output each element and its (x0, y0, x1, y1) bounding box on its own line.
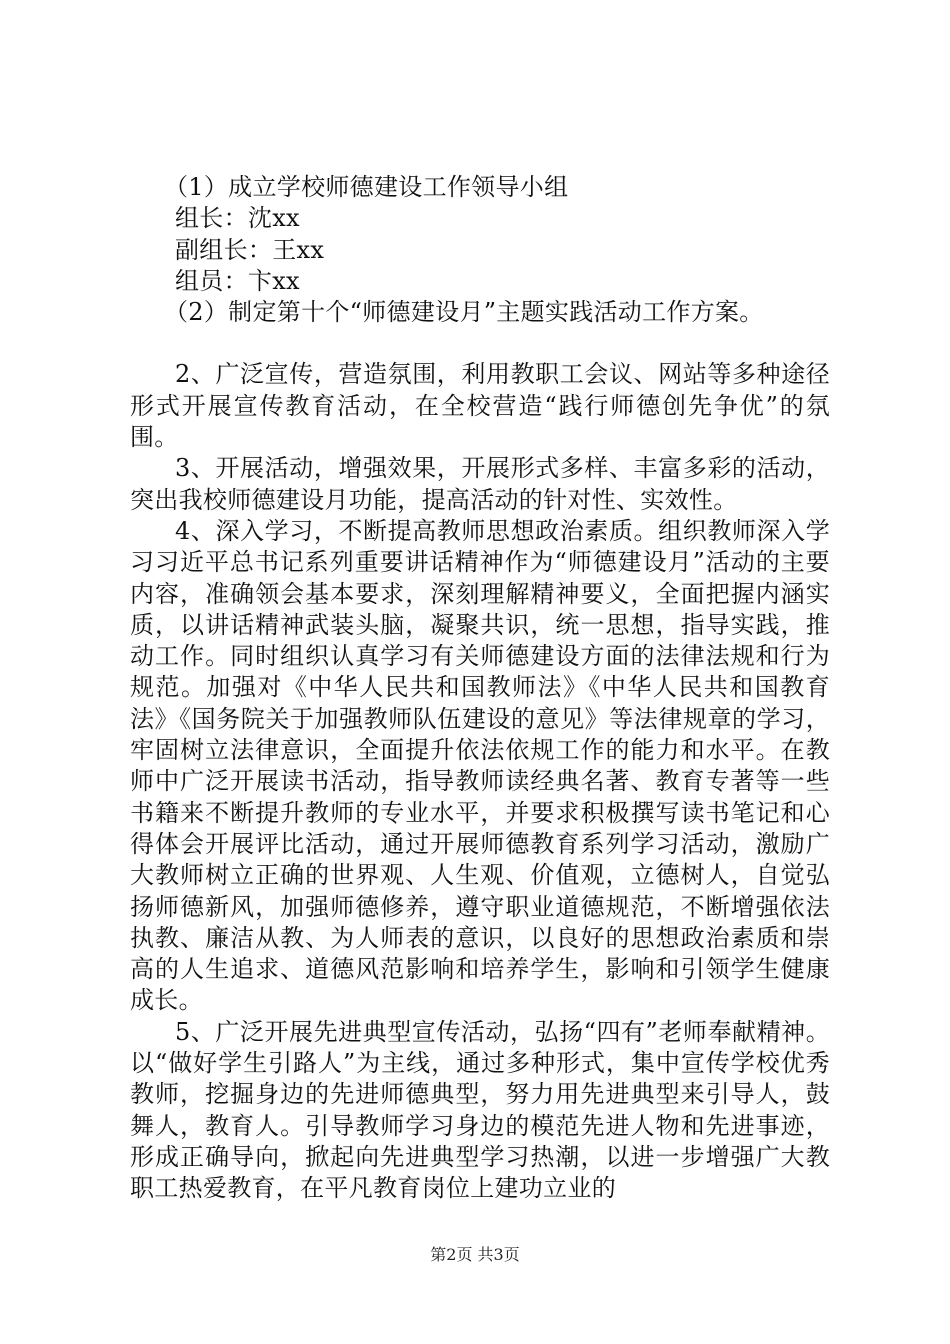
paragraph-role-models: 5、广泛开展先进典型宣传活动，弘扬“四有”老师奉献精神。以“做好学生引路人”为主线，通过多种形式，集中宣传学校优秀教师，挖掘身边的先进师德典型，努力用先进典型来引导人，鼓舞人，教育人。引导教师学习身边的模范先进人物和先进事迹，形成正确导向，掀起向先进典型学习热潮，以进一步增强广大教职工热爱教育，在平凡教育岗位上建功立业的 (130, 1017, 830, 1203)
paragraph-gap (130, 328, 830, 359)
section-heading-leadership-group: （1）成立学校师德建设工作领导小组 (164, 173, 569, 201)
plan-line: （2）制定第十个“师德建设月”主题实践活动工作方案。 (164, 298, 764, 327)
paragraph-publicity: 2、广泛宣传，营造氛围，利用教职工会议、网站等多种途径形式开展宣传教育活动，在全校营造“践行师德创先争优”的氛围。 (130, 360, 830, 452)
group-member-line: 组员：卞xx (175, 266, 300, 295)
document-body (130, 172, 830, 1205)
group-leader-line: 组长：沈xx (175, 204, 300, 233)
paragraph-study: 4、深入学习，不断提高教师思想政治素质。组织教师深入学习习近平总书记系列重要讲话精神作为“师德建设月”活动的主要内容，准确领会基本要求，深刻理解精神要义，全面把握内涵实质，以讲话精神武装头脑，凝聚共识，统一思想，指导实践，推动工作。同时组织认真学习有关师德建设方面的法律法规和行为规范。加强对《中华人民共和国教师法》《中华人民共和国教育法》《国务院关于加强教师队伍建设的意见》等法律规章的学习，牢固树立法律意识，全面提升依法依规工作的能力和水平。在教师中广泛开展读书活动，指导教师读经典名著、教育专著等一些书籍来不断提升教师的专业水平，并要求积极撰写读书笔记和心得体会开展评比活动，通过开展师德教育系列学习活动，激励广大教师树立正确的世界观、人生观、价值观，立德树人，自觉弘扬师德新风，加强师德修养，遵守职业道德规范，不断增强依法执教、廉洁从教、为人师表的意识，以良好的思想政治素质和崇高的人生追求、道德风范影响和培养学生，影响和引领学生健康成长。 (130, 516, 830, 1015)
deputy-leader-line: 副组长：王xx (175, 235, 325, 264)
paragraph-activities: 3、开展活动，增强效果，开展形式多样、丰富多彩的活动，突出我校师德建设月功能，提高活动的针对性、实效性。 (130, 454, 830, 514)
page-number-footer: 第2页 共3页 (430, 1245, 520, 1264)
